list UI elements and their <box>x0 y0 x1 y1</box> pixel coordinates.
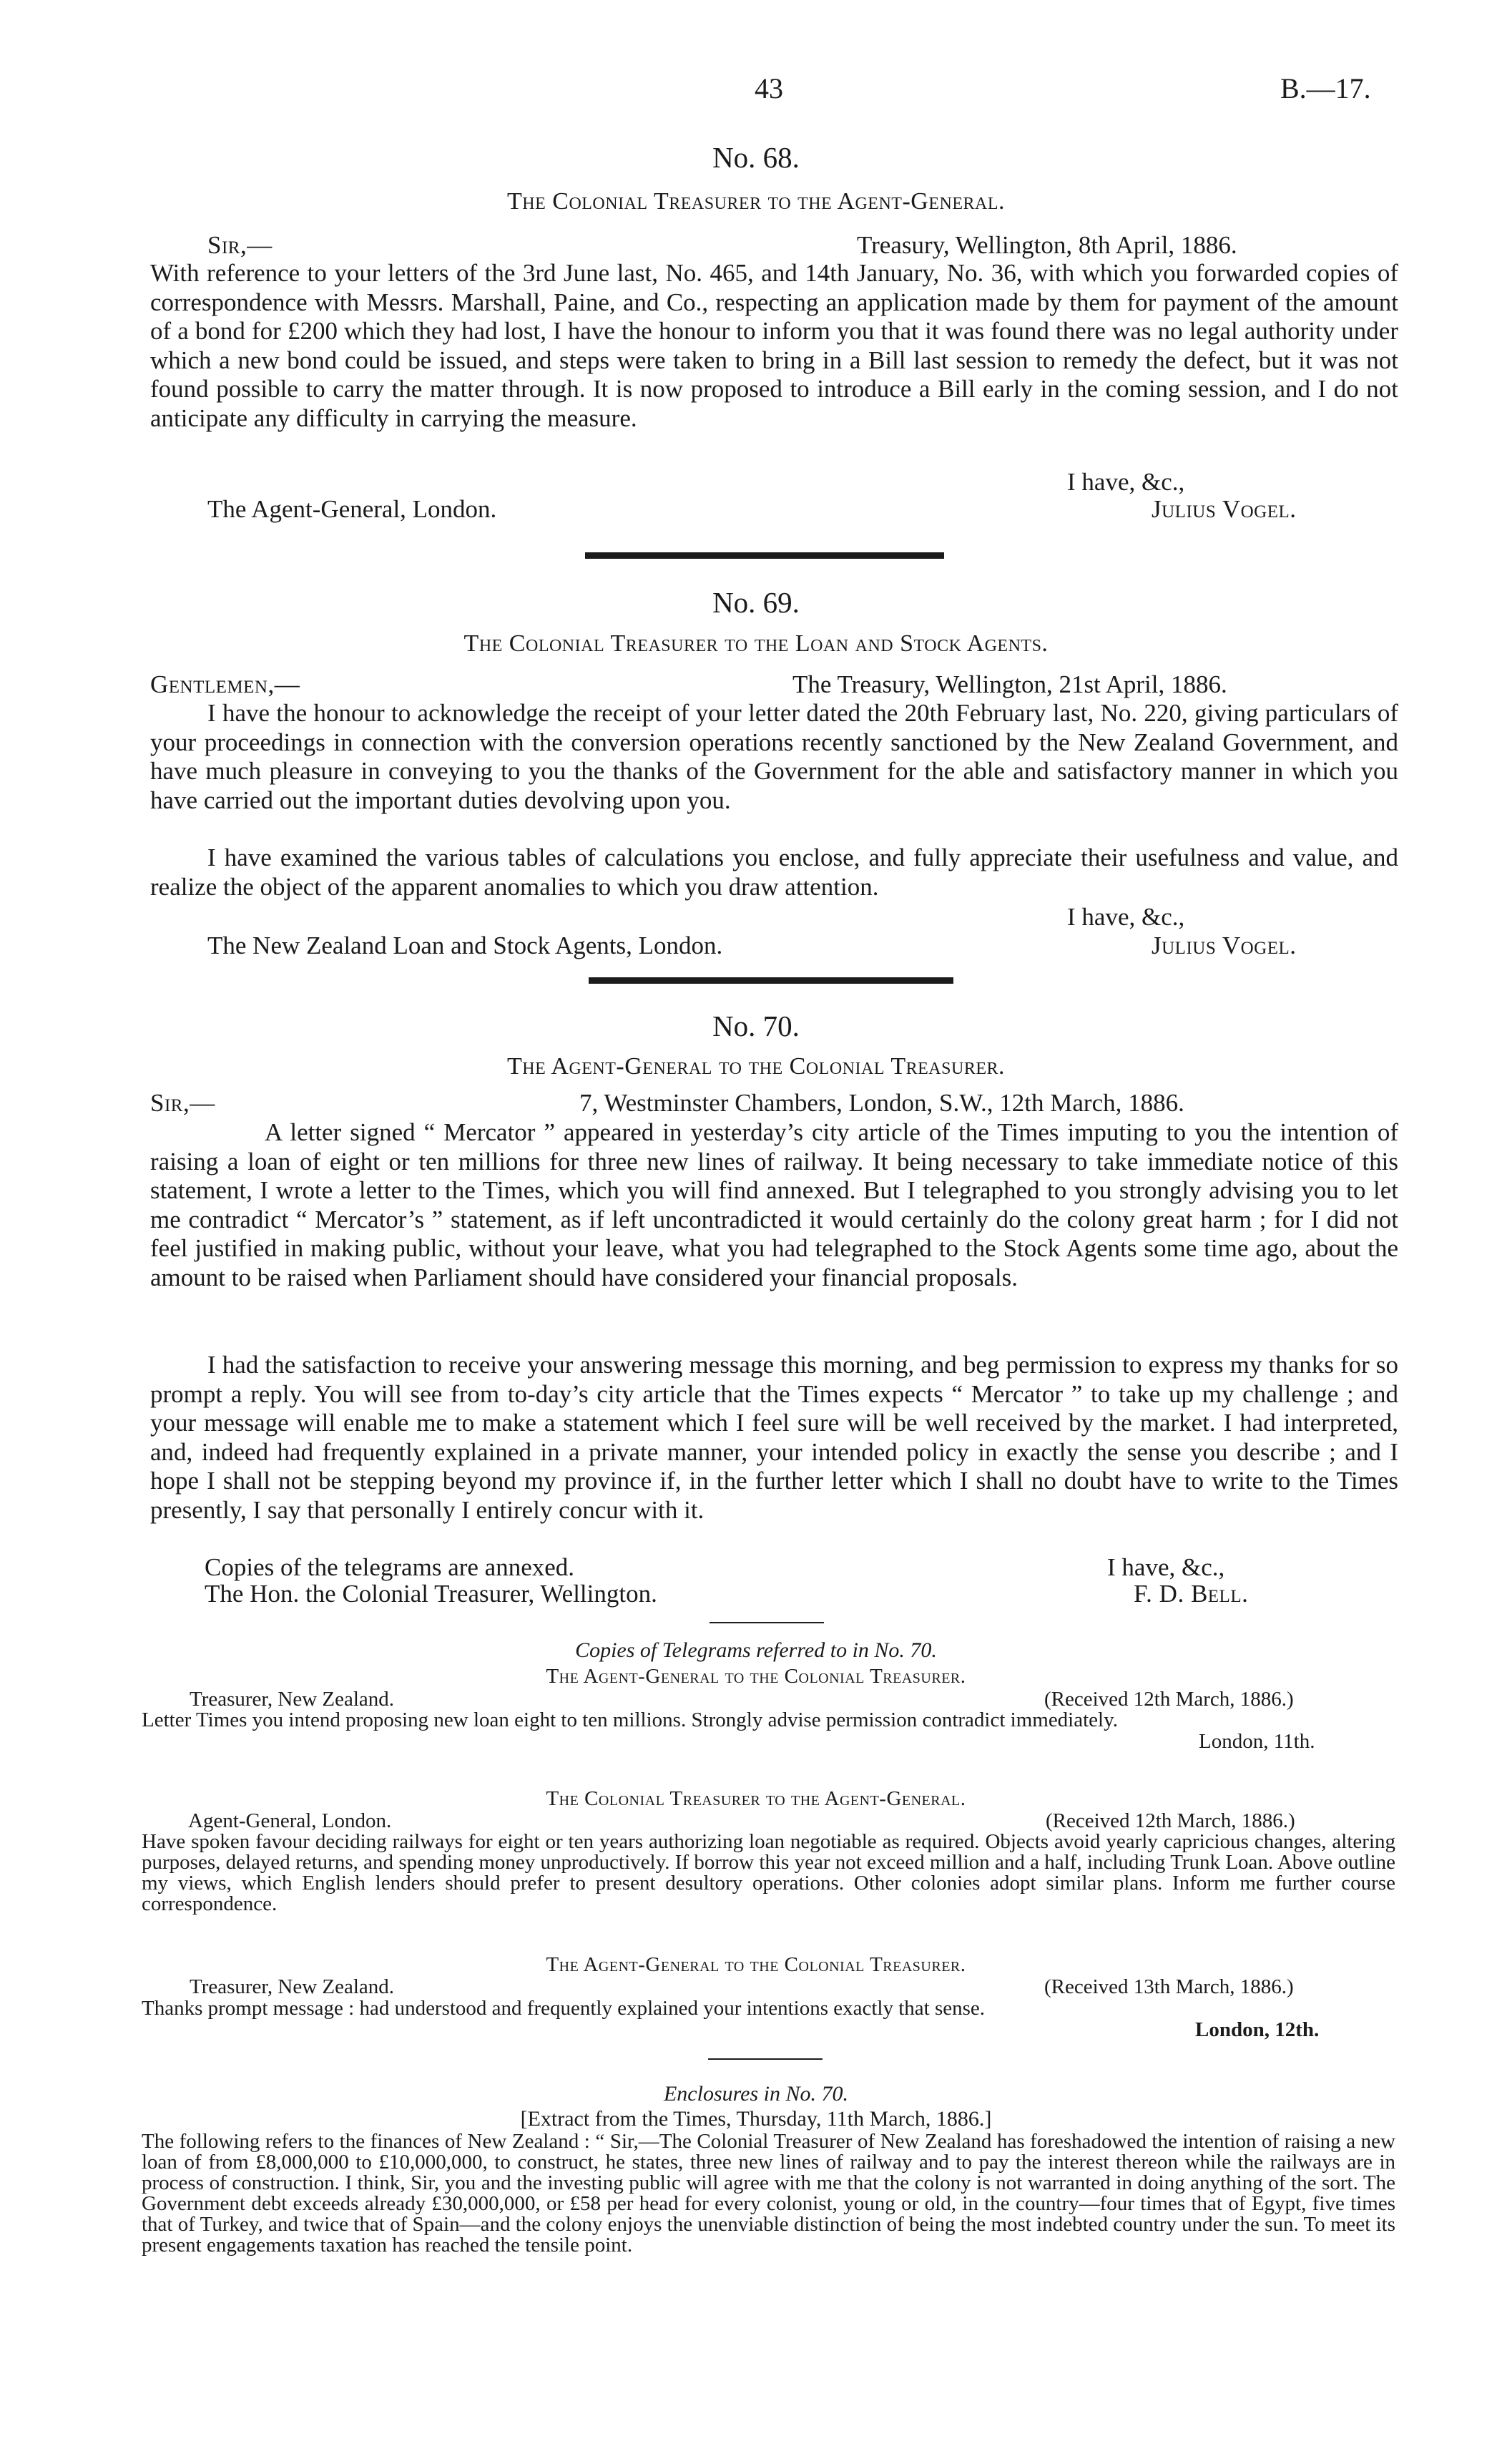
letter-70-paragraph-1: A letter signed “ Mercator ” appeared in yesterday’s city article of the Times imputing to you the intention of raising a loan of eight or ten millions for three new lines of railway. It being necessary to take immediate notice of this statement, I wrote a letter to the Times, which you will find annexed. But I telegraphed to you strongly advising you to let me contradict “ Mercator’s ” statement, as if left uncontradicted it would certainly do the colony great harm ; for I did not feel justified in making public, without your leave, what you had telegraphed to the Stock Agents some time ago, about the amount to be raised when Parliament should have considered your financial proposals. <box>150 1118 1398 1291</box>
letter-68-title: The Colonial Treasurer to the Agent-General. <box>507 188 1005 215</box>
letter-69-closing: I have, &c., <box>1067 903 1185 931</box>
telegrams-heading: Copies of Telegrams referred to in No. 70. <box>575 1638 937 1662</box>
letter-70-address: 7, Westminster Chambers, London, S.W., 12th March, 1886. <box>579 1089 1184 1117</box>
letter-68-address: Treasury, Wellington, 8th April, 1886. <box>857 231 1237 259</box>
telegram-3-to: Treasurer, New Zealand. <box>190 1975 395 1998</box>
section-divider <box>589 977 953 984</box>
letter-70-paragraph-2: I had the satisfaction to receive your answering message this morning, and beg permission to express my thanks for so prompt a reply. You will see from to-day’s city article that the Times expects “ Mercator ” to take up my challenge ; and your message will enable me to make a statement which I feel sure will be well received by the market. I had interpreted, and, indeed had frequently explained in a private manner, your intended policy in exactly the sense you describe ; and I hope I shall not be stepping beyond my province if, in the further letter which I shall no doubt have to write to the Times presently, I say that personally I entirely concur with it. <box>150 1351 1398 1524</box>
letter-69-number: No. 69. <box>712 586 800 619</box>
telegram-3-title: The Agent-General to the Colonial Treasurer. <box>546 1953 966 1976</box>
telegram-1-title: The Agent-General to the Colonial Treasurer. <box>546 1665 966 1688</box>
letter-68-recipient: The Agent-General, London. <box>207 495 497 523</box>
page-number: 43 <box>755 72 783 104</box>
short-divider <box>708 2058 823 2060</box>
telegram-2-title: The Colonial Treasurer to the Agent-General. <box>546 1787 966 1810</box>
letter-70-title: The Agent-General to the Colonial Treasurer. <box>507 1053 1005 1080</box>
letter-69-title: The Colonial Treasurer to the Loan and Stock Agents. <box>463 630 1049 657</box>
short-divider <box>710 1622 824 1623</box>
letter-68-closing: I have, &c., <box>1067 468 1185 496</box>
telegram-3-place: London, 12th. <box>1195 2018 1320 2041</box>
letter-68-body: With reference to your letters of the 3rd June last, No. 465, and 14th January, No. 36, with which you forwarded copies of correspondence with Messrs. Marshall, Paine, and Co., respecting an application made by them for payment of the amount of a bond for £200 which they had lost, I have the honour to inform you that it was found there was no legal authority under which a new bond could be issued, and steps were taken to bring in a Bill last session to remedy the defect, but it was not found possible to carry the matter through. It is now proposed to introduce a Bill early in the coming session, and I do not anticipate any difficulty in carrying the measure. <box>150 259 1398 432</box>
telegram-3-received: (Received 13th March, 1886.) <box>1044 1975 1294 1998</box>
letter-69-address: The Treasury, Wellington, 21st April, 1886. <box>792 670 1227 698</box>
telegram-1-to: Treasurer, New Zealand. <box>190 1688 395 1711</box>
letter-68-signature: Julius Vogel. <box>1152 495 1297 523</box>
telegram-1-received: (Received 12th March, 1886.) <box>1044 1688 1294 1711</box>
letter-68-salutation: Sir,— <box>207 231 273 259</box>
telegram-2-received: (Received 12th March, 1886.) <box>1046 1809 1295 1832</box>
letter-69-paragraph-2: I have examined the various tables of calculations you enclose, and fully appreciate their usefulness and value, and realize the object of the apparent anomalies to which you draw attention. <box>150 844 1398 901</box>
letter-68-number: No. 68. <box>712 141 800 174</box>
letter-69-signature: Julius Vogel. <box>1152 932 1297 959</box>
document-reference: B.—17. <box>1280 72 1371 104</box>
enclosures-extract-note: [Extract from the Times, Thursday, 11th March, 1886.] <box>520 2107 992 2131</box>
telegram-1-place: London, 11th. <box>1199 1730 1315 1753</box>
section-divider <box>585 552 944 559</box>
telegram-3-body: Thanks prompt message : had understood and frequently explained your intentions exactly that sense. <box>142 1997 986 2020</box>
telegram-2-to: Agent-General, London. <box>188 1809 392 1832</box>
letter-69-paragraph-1: I have the honour to acknowledge the receipt of your letter dated the 20th February last, No. 220, giving particulars of your proceedings in connection with the conversion operations recently sanctioned by the New Zealand Government, and have much pleasure in conveying to you the thanks of the Government for the able and satisfactory manner in which you have carried out the important duties devolving upon you. <box>150 699 1398 814</box>
letter-70-recipient: The Hon. the Colonial Treasurer, Wellington. <box>205 1580 657 1608</box>
letter-70-copies-note: Copies of the telegrams are annexed. <box>205 1553 575 1581</box>
enclosures-body: The following refers to the finances of New Zealand : “ Sir,—The Colonial Treasurer of New Zealand has foreshadowed the intention of raising a new loan of from £8,000,000 to £10,000,000, to construct, he states, three new lines of railway and to pay the interest thereon while the railways are in process of construction. I think, Sir, you and the investing public will agree with me that the colony is not warranted in doing anything of the sort. The Government debt exceeds already £30,000,000, or £58 per head for every colonist, young or old, in the country—four times that of Egypt, five times that of Turkey, and twice that of Spain—and the colony enjoys the unenviable distinction of being the most indebted country under the sun. To meet its present engagements taxation has reached the tensile point. <box>142 2130 1395 2257</box>
letter-70-signature: F. D. Bell. <box>1134 1580 1249 1608</box>
letter-70-number: No. 70. <box>712 1009 800 1042</box>
letter-69-salutation: Gentlemen,— <box>150 670 300 698</box>
telegram-1-body: Letter Times you intend proposing new loan eight to ten millions. Strongly advise permission contradict immediately. <box>142 1708 1118 1731</box>
letter-70-salutation: Sir,— <box>150 1089 215 1117</box>
letter-70-closing: I have, &c., <box>1107 1553 1225 1581</box>
letter-69-recipient: The New Zealand Loan and Stock Agents, London. <box>207 932 723 959</box>
enclosures-heading: Enclosures in No. 70. <box>663 2082 849 2106</box>
telegram-2-body: Have spoken favour deciding railways for eight or ten years authorizing loan negotiable as required. Objects avoid yearly capricious changes, altering purposes, delayed returns, and spending money unproductively. If borrow this year not exceed million and a half, including Trunk Loan. Above outline my views, which English lenders should prefer to present desultory operations. Other colonies adopt similar plans. Inform me further course correspondence. <box>142 1830 1395 1915</box>
